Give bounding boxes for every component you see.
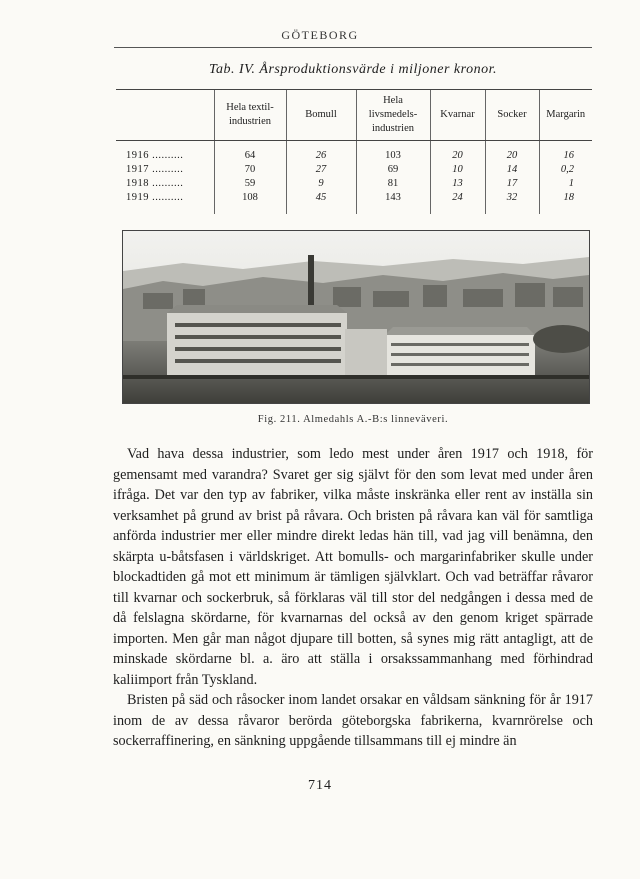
production-table <box>116 89 592 214</box>
factory-photo <box>122 230 590 404</box>
table-cell: 108 <box>214 191 286 205</box>
table-cell: 0,2 <box>539 163 592 177</box>
table-cell: 20 <box>485 141 539 164</box>
paragraph: Bristen på säd och råsocker inom landet orsakar en våldsam sänkning för år 1917 inom de av dessa råvaror berörda göteborgska fabrikerna, kvarnrörelse och sockerraffinering, en sänkning uppgående tillsammans till ej mindre än <box>113 692 593 749</box>
table-cell: 10 <box>430 163 485 177</box>
table-cell: 81 <box>356 177 430 191</box>
year-cell: 1918 .......... <box>126 178 184 189</box>
table-cell: 26 <box>286 141 356 164</box>
year-cell: 1917 .......... <box>126 164 184 175</box>
table-cell: 69 <box>356 163 430 177</box>
table-cell: 1 <box>539 177 592 191</box>
table-cell: 20 <box>430 141 485 164</box>
page-number: 714 <box>308 778 332 793</box>
table-row <box>116 163 592 177</box>
column-header <box>116 90 214 141</box>
header-rule <box>114 47 592 48</box>
table-cell: 14 <box>485 163 539 177</box>
table-cell: 9 <box>286 177 356 191</box>
year-cell: 1916 .......... <box>126 150 184 161</box>
table-cell: 103 <box>356 141 430 164</box>
table-cell: 70 <box>214 163 286 177</box>
column-header: Hela livsmedels-industrien <box>356 90 430 141</box>
table-cell: 59 <box>214 177 286 191</box>
table-row <box>116 177 592 191</box>
body-text <box>113 444 593 752</box>
table-row <box>116 191 592 205</box>
column-header: Hela textil-industrien <box>214 90 286 141</box>
paragraph: Vad hava dessa industrier, som ledo mest under åren 1917 och 1918, för gemensamt med varandra? Svaret ger sig självt för den som levat med under åren ifråga. Det var den typ av fabriker, vilka måste inskränka eller rent av inställa sin verksamhet på grund av brist på råvara. Och bristen på råvara kan väl för samtliga anförda industrier mer eller mindre direkt ledas hän till, vad jag vill benämna, den skärpta u-båtsfasen i världskriget. Att bomulls- och margarinfabriker skulle under blockadtiden gå mot ett minimum är tämligen självklart. Och vad beträffar råvaror till kvarnar och sockerbruk, så förklaras väl till stor del nedgången i dessa med de då felslagna skördarne, för kvarnarnas del också av den genom kriget spärrade importen. Men går man något djupare till botten, så synes mig rätt antagligt, att de minskade skördarne bl. a. äro att ställa i orsakssammanhang med förhindrad kaliimport från Tyskland. <box>113 446 593 688</box>
table-header-row <box>116 90 592 141</box>
figure-caption: Fig. 211. Almedahls A.-B:s linneväveri. <box>257 414 449 425</box>
table-cell: 143 <box>356 191 430 205</box>
table-cell: 13 <box>430 177 485 191</box>
table-spacer-row <box>116 205 592 214</box>
table-title: Tab. IV. Årsproduktionsvärde i miljoner kronor. <box>209 62 497 77</box>
table-cell: 64 <box>214 141 286 164</box>
running-head: GÖTEBORG <box>281 28 359 42</box>
column-header: Kvarnar <box>430 90 485 141</box>
column-header: Socker <box>485 90 539 141</box>
table-cell: 27 <box>286 163 356 177</box>
table-cell: 16 <box>539 141 592 164</box>
table-cell: 17 <box>485 177 539 191</box>
table-cell: 45 <box>286 191 356 205</box>
column-header: Bomull <box>286 90 356 141</box>
table-cell: 18 <box>539 191 592 205</box>
table-row <box>116 141 592 164</box>
table-cell: 32 <box>485 191 539 205</box>
column-header: Margarin <box>539 90 592 141</box>
table-cell: 24 <box>430 191 485 205</box>
year-cell: 1919 .......... <box>126 192 184 203</box>
